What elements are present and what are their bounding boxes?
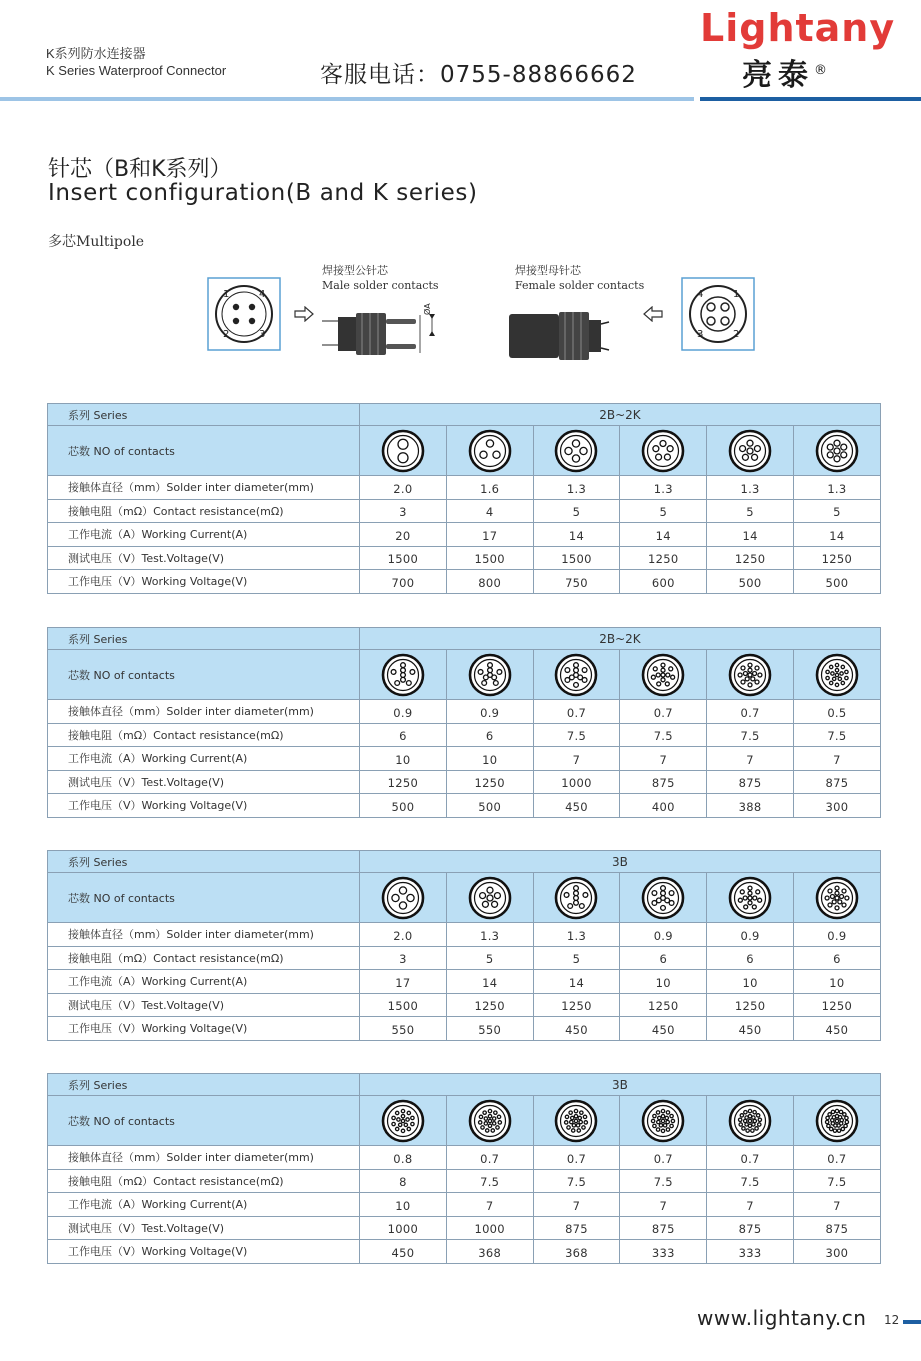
contact-layout-cell <box>620 650 707 700</box>
table-cell: 3 <box>360 499 447 523</box>
table-cell: 5 <box>533 499 620 523</box>
table-cell: 333 <box>620 1240 707 1264</box>
contact-layout-icon <box>381 1099 425 1143</box>
table-cell: 0.9 <box>707 923 794 947</box>
contact-layout-cell <box>793 650 880 700</box>
test-voltage-row <box>48 993 881 1017</box>
table-cell: 0.7 <box>793 1146 880 1170</box>
table-cell: 7 <box>446 1193 533 1217</box>
current-row <box>48 970 881 994</box>
table-cell: 0.8 <box>360 1146 447 1170</box>
contact-layout-icon <box>468 1099 512 1143</box>
hotline-phone: 客服电话：0755-88866662 <box>320 62 637 88</box>
table-cell: 0.9 <box>620 923 707 947</box>
table-cell: 875 <box>620 1216 707 1240</box>
series-label: 系列 Series <box>48 404 360 426</box>
table-cell: 14 <box>793 523 880 547</box>
table-cell: 875 <box>707 1216 794 1240</box>
table-cell: 5 <box>446 946 533 970</box>
contact-layout-cell <box>707 1096 794 1146</box>
working-voltage-row <box>48 794 881 818</box>
current-label: 工作电流（A）Working Current(A) <box>48 523 360 547</box>
table-cell: 0.5 <box>793 700 880 724</box>
contact-layout-cell <box>620 873 707 923</box>
male-pin-label: 4 <box>259 289 266 300</box>
table-cell: 14 <box>533 523 620 547</box>
table-cell: 10 <box>446 747 533 771</box>
table-cell: 300 <box>793 1240 880 1264</box>
contacts-row <box>48 873 881 923</box>
table-cell: 0.7 <box>620 1146 707 1170</box>
footer-website: www.lightany.cn <box>697 1306 867 1330</box>
contact-layout-icon <box>728 1099 772 1143</box>
contacts-row <box>48 1096 881 1146</box>
diameter-row <box>48 476 881 500</box>
table-cell: 1.3 <box>533 923 620 947</box>
table-cell: 1000 <box>360 1216 447 1240</box>
table-cell: 10 <box>360 1193 447 1217</box>
table-cell: 1.3 <box>620 476 707 500</box>
table-cell: 6 <box>620 946 707 970</box>
table-cell: 7.5 <box>707 723 794 747</box>
test-voltage-row <box>48 770 881 794</box>
table-cell: 1250 <box>707 993 794 1017</box>
table-cell: 5 <box>707 499 794 523</box>
table-cell: 7 <box>533 1193 620 1217</box>
table-cell: 450 <box>360 1240 447 1264</box>
resistance-row <box>48 946 881 970</box>
diameter-row <box>48 1146 881 1170</box>
contact-layout-cell <box>707 873 794 923</box>
diameter-row <box>48 923 881 947</box>
female-pin-label: 1 <box>733 289 740 300</box>
table-cell: 0.7 <box>533 700 620 724</box>
test-voltage-label: 测试电压（V）Test.Voltage(V) <box>48 546 360 570</box>
table-cell: 1250 <box>533 993 620 1017</box>
table-cell: 875 <box>793 1216 880 1240</box>
contact-layout-cell <box>360 650 447 700</box>
table-cell: 6 <box>360 723 447 747</box>
section-subtitle: 多芯Multipole <box>48 234 145 250</box>
table-cell: 7.5 <box>620 1169 707 1193</box>
table-cell: 14 <box>446 970 533 994</box>
table-cell: 450 <box>533 794 620 818</box>
table-cell: 0.9 <box>446 700 533 724</box>
series-value: 3B <box>360 1074 881 1096</box>
table-cell: 1.3 <box>793 476 880 500</box>
table-cell: 0.9 <box>360 700 447 724</box>
series-row <box>48 404 881 426</box>
contact-layout-cell <box>533 650 620 700</box>
table-cell: 0.7 <box>533 1146 620 1170</box>
table-cell: 1250 <box>446 770 533 794</box>
table-cell: 14 <box>533 970 620 994</box>
table-cell: 1500 <box>360 993 447 1017</box>
current-row <box>48 523 881 547</box>
registered-mark: ® <box>814 63 827 78</box>
table-cell: 17 <box>446 523 533 547</box>
resistance-label: 接触电阻（mΩ）Contact resistance(mΩ) <box>48 1169 360 1193</box>
table-cell: 1250 <box>620 546 707 570</box>
resistance-label: 接触电阻（mΩ）Contact resistance(mΩ) <box>48 946 360 970</box>
diameter-label: 接触体直径（mm）Solder inter diameter(mm) <box>48 700 360 724</box>
spec-table <box>47 850 881 1041</box>
contact-layout-icon <box>641 1099 685 1143</box>
table-cell: 333 <box>707 1240 794 1264</box>
male-contacts-caption <box>322 263 439 293</box>
table-cell: 388 <box>707 794 794 818</box>
current-row <box>48 1193 881 1217</box>
working-voltage-row <box>48 1017 881 1041</box>
male-plug-side-view <box>320 295 450 365</box>
test-voltage-row <box>48 546 881 570</box>
current-label: 工作电流（A）Working Current(A) <box>48 970 360 994</box>
series-row <box>48 851 881 873</box>
table-cell: 5 <box>533 946 620 970</box>
table-cell: 1250 <box>446 993 533 1017</box>
male-pin-label: 3 <box>259 329 266 340</box>
table-cell: 450 <box>793 1017 880 1041</box>
page-number: 12 <box>884 1313 900 1327</box>
table-cell: 0.7 <box>707 1146 794 1170</box>
table-cell: 875 <box>620 770 707 794</box>
table-cell: 14 <box>620 523 707 547</box>
contacts-label: 芯数 NO of contacts <box>48 426 360 476</box>
table-cell: 368 <box>446 1240 533 1264</box>
male-pin-label: 1 <box>223 289 230 300</box>
table-cell: 4 <box>446 499 533 523</box>
table-cell: 3 <box>360 946 447 970</box>
series-en: K Series Waterproof Connector <box>46 63 227 78</box>
contacts-label: 芯数 NO of contacts <box>48 1096 360 1146</box>
table-cell: 7.5 <box>707 1169 794 1193</box>
table-cell: 550 <box>446 1017 533 1041</box>
contact-layout-cell <box>533 1096 620 1146</box>
table-cell: 7 <box>620 747 707 771</box>
table-cell: 500 <box>707 570 794 594</box>
contact-layout-icon <box>815 876 859 920</box>
contact-layout-icon <box>554 653 598 697</box>
table-cell: 450 <box>533 1017 620 1041</box>
brand-cn-text: 亮泰 <box>742 58 814 93</box>
table-cell: 7.5 <box>793 1169 880 1193</box>
working-voltage-row <box>48 1240 881 1264</box>
female-plug-side-view <box>505 310 615 365</box>
table-cell: 1.3 <box>446 923 533 947</box>
series-row <box>48 1074 881 1096</box>
table-cell: 0.7 <box>620 700 707 724</box>
table-cell: 1250 <box>793 993 880 1017</box>
contacts-label: 芯数 NO of contacts <box>48 650 360 700</box>
table-cell: 1500 <box>533 546 620 570</box>
contact-layout-cell <box>360 1096 447 1146</box>
working-voltage-label: 工作电压（V）Working Voltage(V) <box>48 794 360 818</box>
contact-layout-icon <box>641 653 685 697</box>
current-row <box>48 747 881 771</box>
test-voltage-label: 测试电压（V）Test.Voltage(V) <box>48 770 360 794</box>
contact-layout-cell <box>793 1096 880 1146</box>
series-label: 系列 Series <box>48 1074 360 1096</box>
table-cell: 5 <box>620 499 707 523</box>
table-cell: 1000 <box>533 770 620 794</box>
table-cell: 0.7 <box>446 1146 533 1170</box>
contact-layout-icon <box>554 1099 598 1143</box>
contact-layout-icon <box>728 429 772 473</box>
contacts-row <box>48 650 881 700</box>
table-cell: 6 <box>446 723 533 747</box>
contact-layout-icon <box>468 653 512 697</box>
spec-table <box>47 627 881 818</box>
table-cell: 500 <box>360 794 447 818</box>
contact-layout-icon <box>728 653 772 697</box>
contact-layout-cell <box>620 426 707 476</box>
table-cell: 7.5 <box>446 1169 533 1193</box>
series-label: 系列 Series <box>48 851 360 873</box>
contacts-row <box>48 426 881 476</box>
contact-layout-cell <box>360 873 447 923</box>
table-cell: 1250 <box>620 993 707 1017</box>
contact-layout-cell <box>446 873 533 923</box>
contacts-label: 芯数 NO of contacts <box>48 873 360 923</box>
resistance-label: 接触电阻（mΩ）Contact resistance(mΩ) <box>48 723 360 747</box>
header-divider-light <box>0 97 694 101</box>
test-voltage-row <box>48 1216 881 1240</box>
table-cell: 875 <box>707 770 794 794</box>
series-value: 3B <box>360 851 881 873</box>
table-cell: 875 <box>793 770 880 794</box>
arrow-left-icon <box>643 306 663 322</box>
table-cell: 800 <box>446 570 533 594</box>
diameter-label: 接触体直径（mm）Solder inter diameter(mm) <box>48 1146 360 1170</box>
table-cell: 1250 <box>707 546 794 570</box>
table-cell: 7.5 <box>793 723 880 747</box>
series-row <box>48 628 881 650</box>
table-cell: 10 <box>620 970 707 994</box>
table-cell: 0.9 <box>793 923 880 947</box>
contact-layout-cell <box>533 426 620 476</box>
resistance-row <box>48 723 881 747</box>
female-face-view <box>681 277 755 351</box>
contact-layout-icon <box>641 876 685 920</box>
table-cell: 1250 <box>360 770 447 794</box>
contact-layout-icon <box>554 429 598 473</box>
table-cell: 14 <box>707 523 794 547</box>
contact-layout-cell <box>620 1096 707 1146</box>
table-cell: 6 <box>707 946 794 970</box>
table-cell: 7 <box>533 747 620 771</box>
table-cell: 1.3 <box>533 476 620 500</box>
table-cell: 450 <box>707 1017 794 1041</box>
resistance-label: 接触电阻（mΩ）Contact resistance(mΩ) <box>48 499 360 523</box>
series-value: 2B~2K <box>360 628 881 650</box>
test-voltage-label: 测试电压（V）Test.Voltage(V) <box>48 1216 360 1240</box>
male-pin-label: 2 <box>223 329 230 340</box>
female-caption-en: Female solder contacts <box>515 279 645 292</box>
table-cell: 7.5 <box>620 723 707 747</box>
contact-layout-icon <box>381 876 425 920</box>
table-cell: 550 <box>360 1017 447 1041</box>
table-cell: 10 <box>707 970 794 994</box>
page-number-bar <box>903 1320 921 1324</box>
female-pin-label: 3 <box>697 329 704 340</box>
contact-layout-cell <box>707 650 794 700</box>
current-label: 工作电流（A）Working Current(A) <box>48 1193 360 1217</box>
contact-layout-cell <box>793 873 880 923</box>
contact-layout-icon <box>468 429 512 473</box>
header-divider-dark <box>700 97 921 101</box>
table-cell: 7.5 <box>533 723 620 747</box>
diameter-label: 接触体直径（mm）Solder inter diameter(mm) <box>48 476 360 500</box>
contact-layout-cell <box>446 426 533 476</box>
series-header <box>46 45 226 79</box>
table-cell: 20 <box>360 523 447 547</box>
spec-table <box>47 1073 881 1264</box>
table-cell: 7.5 <box>533 1169 620 1193</box>
diameter-label: 接触体直径（mm）Solder inter diameter(mm) <box>48 923 360 947</box>
male-caption-cn: 焊接型公针芯 <box>322 264 388 277</box>
female-contacts-caption <box>515 263 644 293</box>
table-cell: 750 <box>533 570 620 594</box>
working-voltage-row <box>48 570 881 594</box>
contact-layout-icon <box>381 653 425 697</box>
male-caption-en: Male solder contacts <box>322 279 439 292</box>
working-voltage-label: 工作电压（V）Working Voltage(V) <box>48 570 360 594</box>
table-cell: 1000 <box>446 1216 533 1240</box>
table-cell: 1.3 <box>707 476 794 500</box>
contact-layout-icon <box>815 1099 859 1143</box>
table-cell: 500 <box>446 794 533 818</box>
contact-layout-icon <box>728 876 772 920</box>
contact-layout-cell <box>793 426 880 476</box>
table-cell: 8 <box>360 1169 447 1193</box>
working-voltage-label: 工作电压（V）Working Voltage(V) <box>48 1240 360 1264</box>
current-label: 工作电流（A）Working Current(A) <box>48 747 360 771</box>
series-cn: K系列防水连接器 <box>46 46 146 61</box>
table-cell: 0.7 <box>707 700 794 724</box>
table-cell: 1.6 <box>446 476 533 500</box>
contact-layout-cell <box>707 426 794 476</box>
resistance-row <box>48 499 881 523</box>
table-cell: 1500 <box>446 546 533 570</box>
contact-layout-cell <box>533 873 620 923</box>
table-cell: 6 <box>793 946 880 970</box>
resistance-row <box>48 1169 881 1193</box>
table-cell: 17 <box>360 970 447 994</box>
table-cell: 7 <box>707 747 794 771</box>
table-cell: 1500 <box>360 546 447 570</box>
arrow-right-icon <box>294 306 314 322</box>
diameter-row <box>48 700 881 724</box>
contact-layout-icon <box>468 876 512 920</box>
spec-table <box>47 403 881 594</box>
table-cell: 7 <box>793 1193 880 1217</box>
table-cell: 2.0 <box>360 923 447 947</box>
contact-layout-cell <box>446 1096 533 1146</box>
table-cell: 600 <box>620 570 707 594</box>
table-cell: 875 <box>533 1216 620 1240</box>
female-pin-label: 4 <box>697 289 704 300</box>
table-cell: 2.0 <box>360 476 447 500</box>
brand-logo-en: Lightany <box>700 6 896 50</box>
table-cell: 10 <box>360 747 447 771</box>
table-cell: 300 <box>793 794 880 818</box>
male-face-view <box>207 277 281 351</box>
table-cell: 400 <box>620 794 707 818</box>
connector-diagram <box>200 255 780 365</box>
page-title-en: Insert configuration(B and K series) <box>48 180 478 206</box>
table-cell: 5 <box>793 499 880 523</box>
female-caption-cn: 焊接型母针芯 <box>515 264 581 277</box>
contact-layout-icon <box>554 876 598 920</box>
contact-layout-icon <box>381 429 425 473</box>
contact-layout-icon <box>815 653 859 697</box>
contact-layout-cell <box>360 426 447 476</box>
table-cell: 700 <box>360 570 447 594</box>
table-cell: 1250 <box>793 546 880 570</box>
working-voltage-label: 工作电压（V）Working Voltage(V) <box>48 1017 360 1041</box>
table-cell: 368 <box>533 1240 620 1264</box>
table-cell: 7 <box>707 1193 794 1217</box>
test-voltage-label: 测试电压（V）Test.Voltage(V) <box>48 993 360 1017</box>
diameter-label: ØA <box>423 303 432 315</box>
contact-layout-icon <box>815 429 859 473</box>
table-cell: 450 <box>620 1017 707 1041</box>
table-cell: 7 <box>793 747 880 771</box>
brand-logo-cn <box>742 50 827 94</box>
female-pin-label: 2 <box>733 329 740 340</box>
contact-layout-cell <box>446 650 533 700</box>
series-value: 2B~2K <box>360 404 881 426</box>
table-cell: 10 <box>793 970 880 994</box>
page-title-cn: 针芯（B和K系列） <box>48 157 232 182</box>
contact-layout-icon <box>641 429 685 473</box>
table-cell: 7 <box>620 1193 707 1217</box>
series-label: 系列 Series <box>48 628 360 650</box>
table-cell: 500 <box>793 570 880 594</box>
